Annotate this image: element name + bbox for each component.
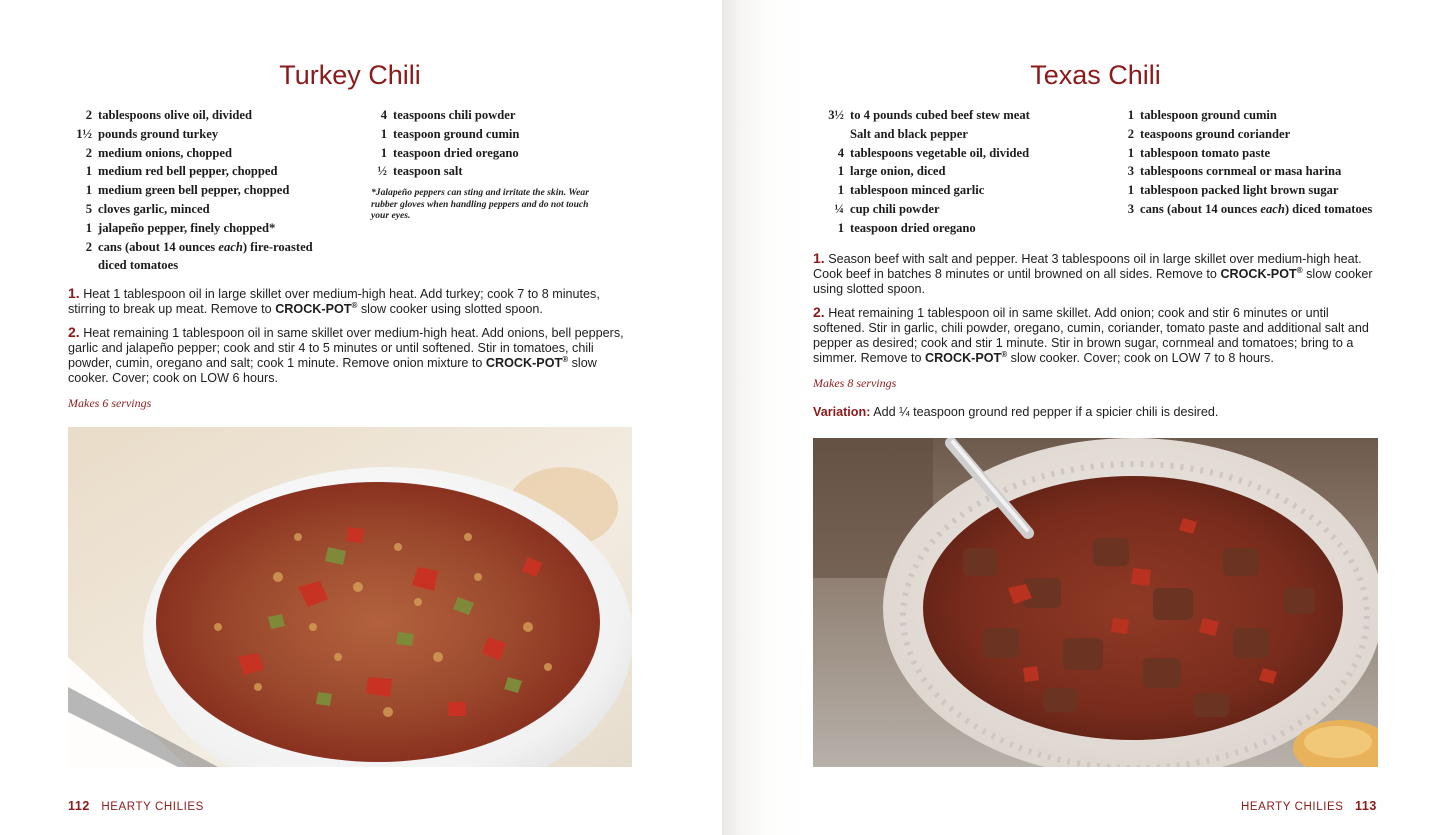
ingredient-row	[60, 144, 332, 163]
ingredient-qty: 1	[85, 164, 92, 179]
ingredient-row	[812, 162, 1112, 181]
servings: Makes 6 servings	[68, 396, 152, 410]
ingredient-row	[60, 238, 332, 276]
ingredient-text: large onion, diced	[850, 164, 946, 179]
variation: Variation: Add ¼ teaspoon ground red pepper if a spicier chili is desired.	[813, 405, 1219, 419]
recipe-steps	[68, 286, 634, 411]
recipe-title: Turkey Chili	[279, 60, 421, 90]
ingredient-row	[812, 219, 1112, 238]
ingredient-text: medium red bell pepper, chopped	[98, 164, 278, 179]
ingredient-text: tablespoon minced garlic	[850, 183, 985, 198]
ingredient-row	[355, 162, 625, 181]
recipe-steps	[813, 251, 1378, 420]
ingredient-row	[60, 106, 332, 125]
ingredient-row	[1102, 200, 1402, 219]
ingredient-text: teaspoon dried oregano	[850, 220, 976, 235]
ingredient-row	[355, 125, 625, 144]
page-number: 113	[1354, 799, 1377, 813]
right-page	[722, 0, 1445, 835]
ingredient-row	[60, 200, 332, 219]
ingredient-text: tablespoons cornmeal or masa harina	[1140, 164, 1342, 179]
ingredient-row	[812, 106, 1112, 125]
ingredient-qty: 3½	[828, 108, 844, 122]
step-1: 1. Season beef with salt and pepper. Heat 3 tablespoons oil in large skillet over medium-high heat. Cook beef in batches 8 minutes or until browned on all sides. Remove to CROCK-POT® slow cooker using slotted spoon.	[813, 250, 1373, 296]
ingredient-text: teaspoons ground coriander	[1140, 126, 1291, 141]
ingredient-qty: 4	[837, 145, 844, 160]
ingredient-text: tablespoon ground cumin	[1140, 108, 1277, 122]
ingredient-row	[812, 144, 1112, 163]
section-name: HEARTY CHILIES	[1241, 801, 1344, 813]
ingredient-text: teaspoon dried oregano	[393, 145, 519, 160]
ingredient-text: teaspoons chili powder	[393, 108, 516, 122]
ingredient-text: tablespoon tomato paste	[1140, 145, 1271, 160]
ingredient-text: cloves garlic, minced	[98, 201, 210, 216]
ingredient-row	[812, 181, 1112, 200]
texas-chili-photo	[813, 438, 1378, 767]
ingredient-qty	[812, 125, 850, 144]
ingredient-row	[812, 125, 1112, 144]
ingredient-qty: 1	[85, 220, 92, 235]
ingredient-text: tablespoon packed light brown sugar	[1140, 183, 1339, 198]
ingredient-row	[812, 200, 1112, 219]
ingredient-qty: ½	[377, 164, 387, 179]
ingredient-qty: 1	[837, 164, 844, 179]
ingredient-text: Salt and black pepper	[850, 126, 968, 141]
step-2: 2. Heat remaining 1 tablespoon oil in same skillet. Add onion; cook and stir 6 minutes or until softened. Stir in garlic, chili powder, oregano, cumin, coriander, tomato paste and additional salt and pepper as desired; cook and stir 1 minute. Stir in brown sugar, cornmeal and tomatoes; bring to a simmer. Remove to CROCK-POT® slow cooker. Cover; cook on LOW 7 to 8 hours.	[813, 304, 1369, 365]
ingredient-qty: 5	[85, 201, 92, 216]
ingredient-text: tablespoons olive oil, divided	[98, 108, 252, 122]
ingredient-text: cans (about 14 ounces each) fire-roasted diced tomatoes	[98, 239, 313, 273]
ingredient-qty: 1½	[76, 126, 92, 141]
ingredient-qty: 1	[380, 126, 387, 141]
ingredient-qty: 2	[85, 108, 92, 122]
ingredient-row	[1102, 162, 1402, 181]
step-2: 2. Heat remaining 1 tablespoon oil in same skillet over medium-high heat. Add onions, bell peppers, garlic and jalapeño pepper; cook and stir 4 to 5 minutes or until softened. Stir in tomatoes, chili powder, cumin, oregano and salt; cook 1 minute. Remove onion mixture to CROCK-POT® slow cooker. Cover; cook on LOW 6 hours.	[68, 324, 624, 385]
ingredient-qty: 2	[85, 145, 92, 160]
ingredient-text: tablespoons vegetable oil, divided	[850, 145, 1030, 160]
turkey-chili-photo	[68, 427, 632, 767]
ingredient-qty: 2	[85, 239, 92, 254]
step-1: 1. Heat 1 tablespoon oil in large skillet over medium-high heat. Add turkey; cook 7 to 8 minutes, stirring to break up meat. Remove to CROCK-POT® slow cooker using slotted spoon.	[68, 285, 600, 316]
left-page	[0, 0, 722, 835]
ingredient-qty: 3	[1127, 164, 1134, 179]
page-footer-right	[1241, 799, 1377, 813]
ingredients-list	[355, 106, 625, 181]
servings: Makes 8 servings	[813, 376, 897, 390]
ingredient-row	[355, 106, 625, 125]
recipe-title: Texas Chili	[1030, 60, 1161, 90]
ingredient-qty: 1	[85, 183, 92, 198]
ingredient-qty: 1	[1127, 145, 1134, 160]
ingredient-text: teaspoon ground cumin	[393, 126, 520, 141]
ingredient-text: jalapeño pepper, finely chopped*	[98, 220, 276, 235]
ingredient-row	[60, 181, 332, 200]
ingredient-row	[1102, 125, 1402, 144]
ingredients-column-2	[355, 106, 625, 222]
ingredient-row	[1102, 106, 1402, 125]
ingredient-qty: 1	[837, 183, 844, 198]
ingredient-row	[60, 219, 332, 238]
ingredient-qty: ¼	[834, 201, 844, 216]
ingredient-text: teaspoon salt	[393, 164, 463, 179]
ingredient-text: pounds ground turkey	[98, 126, 219, 141]
ingredient-note: *Jalapeño peppers can sting and irritate the skin. Wear rubber gloves when handling peppers and do not touch your eyes.	[371, 187, 589, 222]
ingredient-qty: 2	[1127, 126, 1134, 141]
ingredient-text: medium onions, chopped	[98, 145, 233, 160]
ingredient-qty: 4	[380, 108, 387, 122]
ingredient-qty: 1	[837, 220, 844, 235]
ingredient-qty: 1	[1127, 183, 1134, 198]
ingredient-qty: 3	[1127, 201, 1134, 216]
ingredients-column-1	[812, 106, 1112, 238]
ingredients-column-1	[60, 106, 332, 275]
ingredient-row	[60, 125, 332, 144]
ingredient-text: cup chili powder	[850, 201, 940, 216]
ingredient-row	[355, 144, 625, 163]
page-footer-left	[68, 799, 204, 813]
page-number: 112	[68, 799, 90, 813]
ingredient-text: to 4 pounds cubed beef stew meat	[850, 108, 1030, 122]
ingredients-column-2	[1102, 106, 1402, 219]
section-name: HEARTY CHILIES	[101, 801, 204, 813]
ingredient-qty: 1	[1127, 108, 1134, 122]
ingredient-row	[60, 162, 332, 181]
ingredient-row	[1102, 144, 1402, 163]
ingredient-text: cans (about 14 ounces each) diced tomatoes	[1140, 201, 1373, 216]
ingredient-row	[1102, 181, 1402, 200]
ingredient-qty: 1	[380, 145, 387, 160]
ingredient-text: medium green bell pepper, chopped	[98, 183, 290, 198]
